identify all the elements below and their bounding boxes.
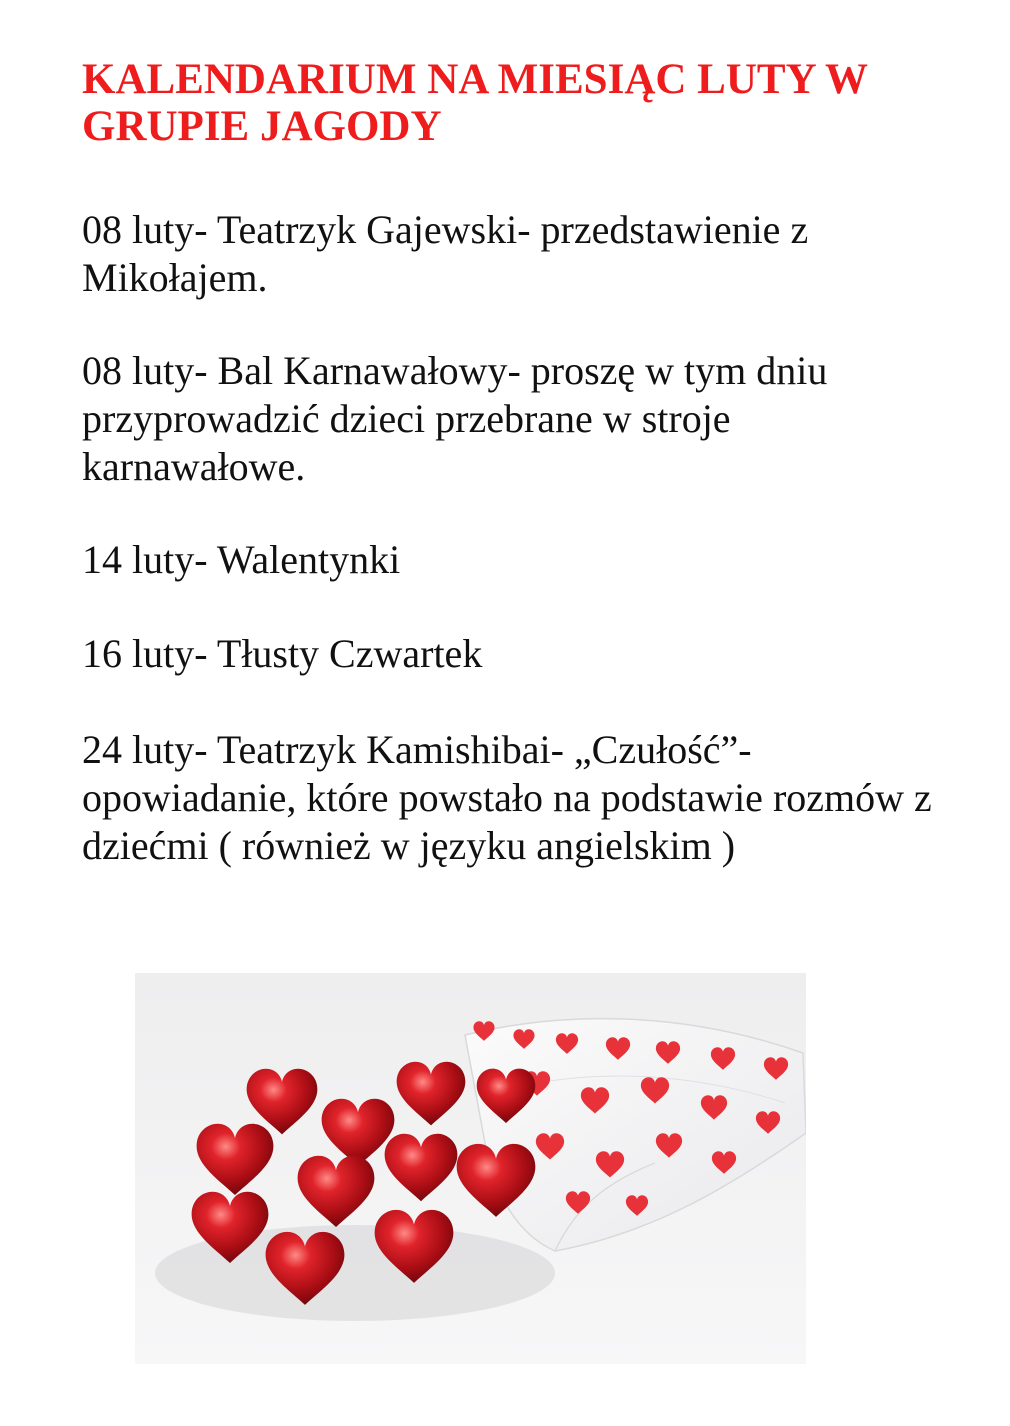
page-title: KALENDARIUM NA MIESIĄC LUTY W GRUPIE JAGODY [82, 56, 868, 150]
event-item-kamishibai-theatre: 24 luty- Teatrzyk Kamishibai- „Czułość”- opowiadanie, które powstało na podstawie rozmów z dziećmi ( również w języku angielskim ) [82, 727, 932, 868]
event-item-gajewski-theatre: 08 luty- Teatrzyk Gajewski- przedstawienie z Mikołajem. [82, 207, 809, 300]
event-item-fat-thursday: 16 luty- Tłusty Czwartek [82, 631, 483, 676]
chocolate-hearts-photo [135, 973, 806, 1364]
event-item-valentines: 14 luty- Walentynki [82, 537, 401, 582]
event-item-carnival-ball: 08 luty- Bal Karnawałowy- proszę w tym dniu przyprowadzić dzieci przebrane w stroje karnawałowe. [82, 348, 828, 489]
